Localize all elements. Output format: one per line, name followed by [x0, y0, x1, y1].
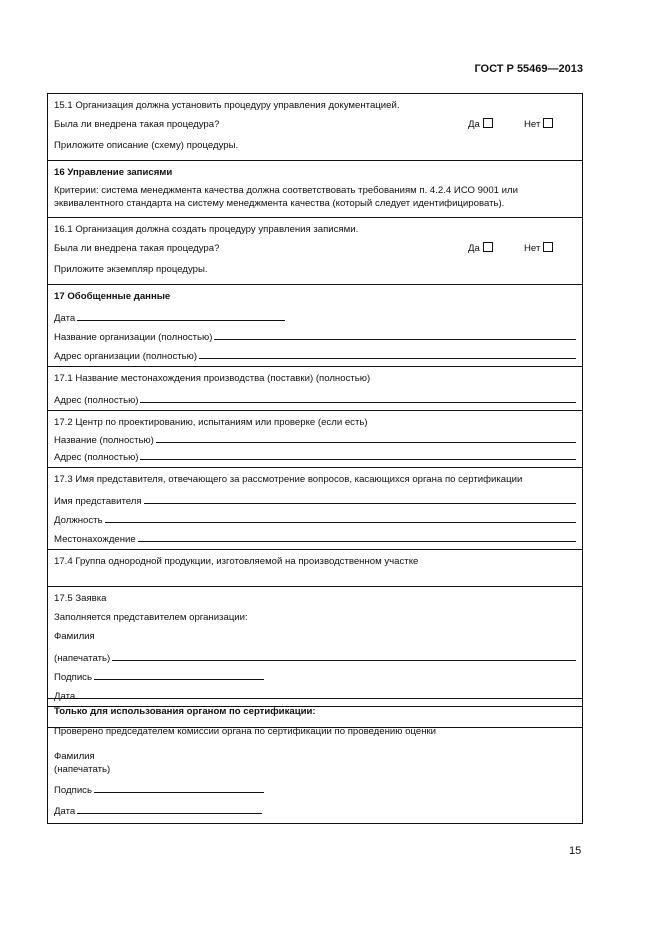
org-name-input-line[interactable] — [214, 339, 576, 340]
section-16-criteria: Критерии: система менеджмента качества должна соответствовать требованиям п. 4.2.4 ИСО 9001 или эквивалентного стандарта на систему менеджмента качества (который следует идентифицировать). — [54, 185, 518, 209]
cb-signature-field[interactable]: Подпись — [54, 779, 576, 796]
location-input-line[interactable] — [138, 541, 576, 542]
certification-body-table — [47, 698, 583, 824]
section-16-1-title: 16.1 Организация должна создать процедуру управления записями. — [54, 223, 359, 235]
section-17-5-surname-label: Фамилия — [54, 630, 95, 642]
section-17 — [48, 285, 582, 367]
page-number: 15 — [569, 845, 582, 857]
surname-input-line[interactable] — [112, 660, 576, 661]
section-17-5 — [48, 587, 582, 707]
section-15-1-yes-option[interactable]: Да — [468, 118, 524, 131]
section-15-1 — [48, 94, 582, 161]
assessment-form-table — [47, 93, 583, 728]
section-17-heading: 17 Обобщенные данные — [54, 290, 171, 302]
org-address-input-line[interactable] — [199, 358, 576, 359]
section-17-1-address-field[interactable]: Адрес (полностью) — [54, 387, 576, 406]
section-17-4[interactable] — [48, 550, 582, 587]
no-checkbox[interactable] — [543, 118, 553, 128]
section-17-2-address-field[interactable]: Адрес (полностью) — [54, 446, 576, 463]
date-input-line[interactable] — [77, 320, 285, 321]
cb-heading: Только для использования органом по сертификации: — [54, 705, 316, 717]
cb-surname-label: Фамилия — [54, 751, 95, 762]
cb-print-label: (напечатать) — [54, 764, 111, 775]
certification-body-section — [48, 699, 582, 824]
section-17-5-date-field[interactable]: Дата — [54, 683, 576, 702]
section-17-2-title: 17.2 Центр по проектированию, испытаниям или проверке (если есть) — [54, 416, 368, 428]
section-16-1 — [48, 218, 582, 285]
cb-date-field[interactable]: Дата — [54, 796, 576, 817]
section-16-1-question: Была ли внедрена такая процедура? — [54, 242, 220, 254]
section-17-1-title: 17.1 Название местонахождения производства (поставки) (полностью) — [54, 372, 371, 384]
standard-designation: ГОСТ Р 55469—2013 — [474, 63, 583, 75]
section-17-date-field[interactable]: Дата — [54, 305, 576, 324]
section-16-1-question-row — [54, 238, 576, 259]
section-17-3-rep-name-field[interactable]: Имя представителя — [54, 488, 576, 507]
section-16-heading: 16 Управление записями — [54, 166, 173, 178]
section-16 — [48, 161, 582, 218]
section-17-3-title: 17.3 Имя представителя, отвечающего за рассмотрение вопросов, касающихся органа по сертификации — [54, 473, 523, 485]
section-15-1-question: Была ли внедрена такая процедура? — [54, 118, 220, 130]
position-input-line[interactable] — [105, 522, 576, 523]
signature-input-line[interactable] — [94, 792, 264, 793]
cb-surname-block — [54, 744, 576, 779]
section-17-5-print-field[interactable]: (напечатать) — [54, 645, 576, 664]
section-15-1-attach: Приложите описание (схему) процедуры. — [54, 139, 239, 151]
yes-checkbox[interactable] — [483, 118, 493, 128]
section-17-2-name-field[interactable]: Название (полностью) — [54, 431, 576, 446]
section-15-1-no-option[interactable]: Нет — [524, 118, 570, 131]
section-17-5-signature-field[interactable]: Подпись — [54, 664, 576, 683]
section-16-1-yes-option[interactable]: Да — [468, 242, 524, 255]
section-16-1-no-option[interactable]: Нет — [524, 242, 570, 255]
name-input-line[interactable] — [156, 442, 576, 443]
no-checkbox[interactable] — [543, 242, 553, 252]
section-17-5-filled-by: Заполняется представителем организации: — [54, 611, 248, 623]
section-17-1 — [48, 367, 582, 411]
section-15-1-question-row — [54, 114, 576, 135]
section-17-3-position-field[interactable]: Должность — [54, 507, 576, 526]
address-input-line[interactable] — [140, 402, 576, 403]
section-17-org-name-field[interactable]: Название организации (полностью) — [54, 324, 576, 343]
section-17-3 — [48, 468, 582, 550]
section-17-2 — [48, 411, 582, 468]
address-input-line[interactable] — [140, 459, 576, 460]
cb-checked-text: Проверено председателем комиссии органа по сертификации по проведению оценки — [54, 726, 437, 738]
section-17-4-title: 17.4 Группа однородной продукции, изготовляемой на производственном участке — [54, 555, 419, 567]
date-input-line[interactable] — [77, 813, 262, 814]
section-15-1-title: 15.1 Организация должна установить процедуру управления документацией. — [54, 99, 400, 111]
section-17-org-address-field[interactable]: Адрес организации (полностью) — [54, 343, 576, 362]
signature-input-line[interactable] — [94, 679, 264, 680]
section-17-3-location-field[interactable]: Местонахождение — [54, 526, 576, 545]
yes-checkbox[interactable] — [483, 242, 493, 252]
rep-name-input-line[interactable] — [144, 503, 576, 504]
section-16-1-attach: Приложите экземпляр процедуры. — [54, 263, 208, 275]
section-17-5-title: 17.5 Заявка — [54, 592, 107, 604]
